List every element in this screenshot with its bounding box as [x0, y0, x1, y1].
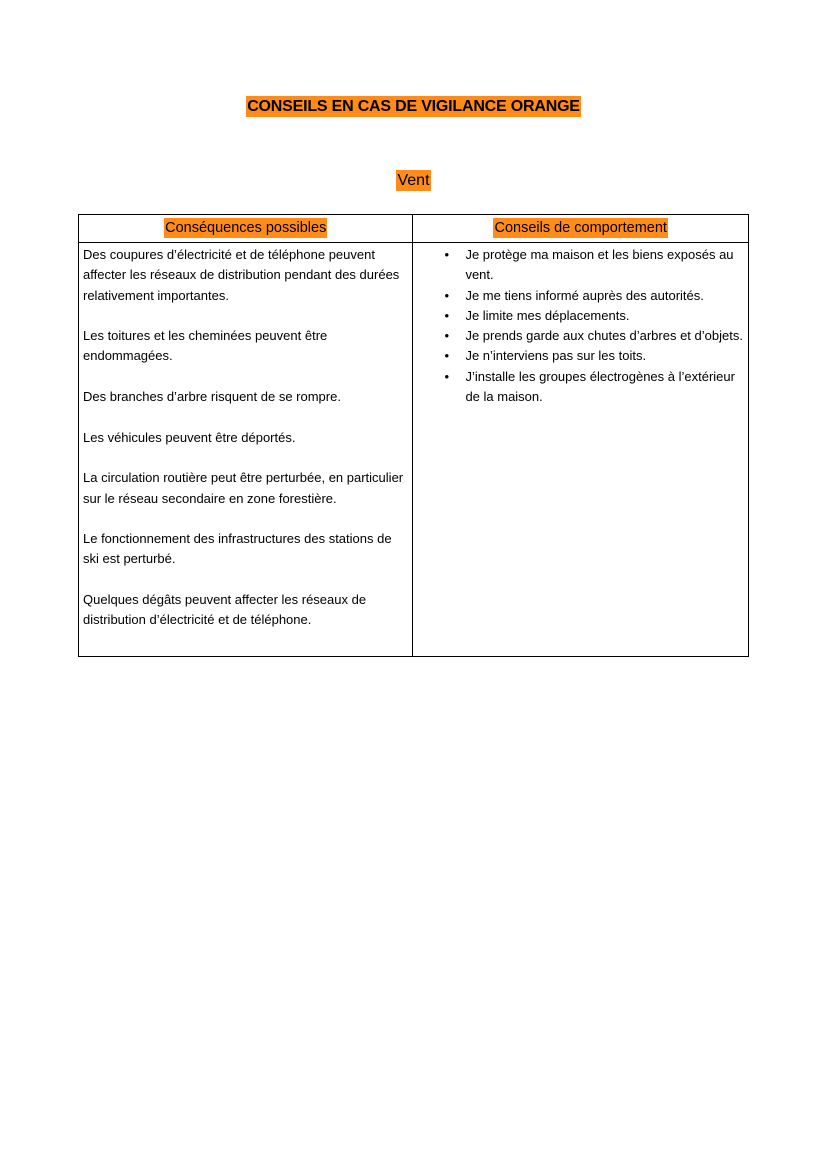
bullet-icon: • — [444, 307, 449, 323]
consequence-item: Des coupures d’électricité et de téléphone peuvent affecter les réseaux de distribution pendant des durées relativement importantes. — [83, 247, 400, 303]
consequence-item: Les véhicules peuvent être déportés. — [83, 429, 296, 445]
advice-item — [413, 245, 744, 286]
advice-item-text: Je me tiens informé auprès des autorités. — [465, 287, 704, 303]
advice-item-text: Je protège ma maison et les biens exposés au vent. — [465, 247, 734, 283]
section-subtitle — [0, 170, 827, 192]
bullet-icon: • — [444, 368, 449, 384]
header-consequences-text: Conséquences possibles — [165, 220, 327, 236]
advice-item — [413, 306, 744, 326]
advice-item — [413, 346, 744, 366]
bullet-icon: • — [444, 348, 449, 364]
consequence-item: Le fonctionnement des infrastructures des stations de ski est perturbé. — [83, 531, 392, 567]
header-advice-text: Conseils de comportement — [494, 220, 667, 236]
consequence-item: Des branches d’arbre risquent de se rompre. — [83, 389, 341, 405]
consequence-item: Les toitures et les cheminées peuvent être endommagées. — [83, 328, 328, 364]
advice-item — [413, 286, 744, 306]
section-subtitle-text: Vent — [397, 172, 430, 189]
table-body-row — [79, 243, 749, 657]
advice-item-text: Je limite mes déplacements. — [465, 307, 630, 323]
consequence-item: Quelques dégâts peuvent affecter les réseaux de distribution d’électricité et de téléphone. — [83, 592, 367, 628]
document-title — [0, 96, 827, 118]
bullet-icon: • — [444, 328, 449, 344]
bullet-icon: • — [444, 287, 449, 303]
bullet-icon: • — [444, 247, 449, 262]
consequence-item: La circulation routière peut être perturbée, en particulier sur le réseau secondaire en zone forestière. — [83, 470, 404, 506]
header-advice — [413, 215, 749, 243]
advice-item-text: J’installe les groupes électrogènes à l’extérieur de la maison. — [465, 368, 735, 405]
document-title-text: CONSEILS EN CAS DE VIGILANCE ORANGE — [247, 98, 580, 115]
advice-item-text: Je n’interviens pas sur les toits. — [465, 348, 647, 364]
advice-item-text: Je prends garde aux chutes d’arbres et d’objets. — [465, 328, 743, 344]
consequences-cell — [79, 243, 413, 657]
header-consequences — [79, 215, 413, 243]
advice-cell — [413, 243, 749, 657]
advice-table — [78, 214, 749, 657]
advice-item — [413, 326, 744, 346]
table-header-row — [79, 215, 749, 243]
advice-item — [413, 367, 744, 408]
advice-list — [413, 245, 744, 407]
